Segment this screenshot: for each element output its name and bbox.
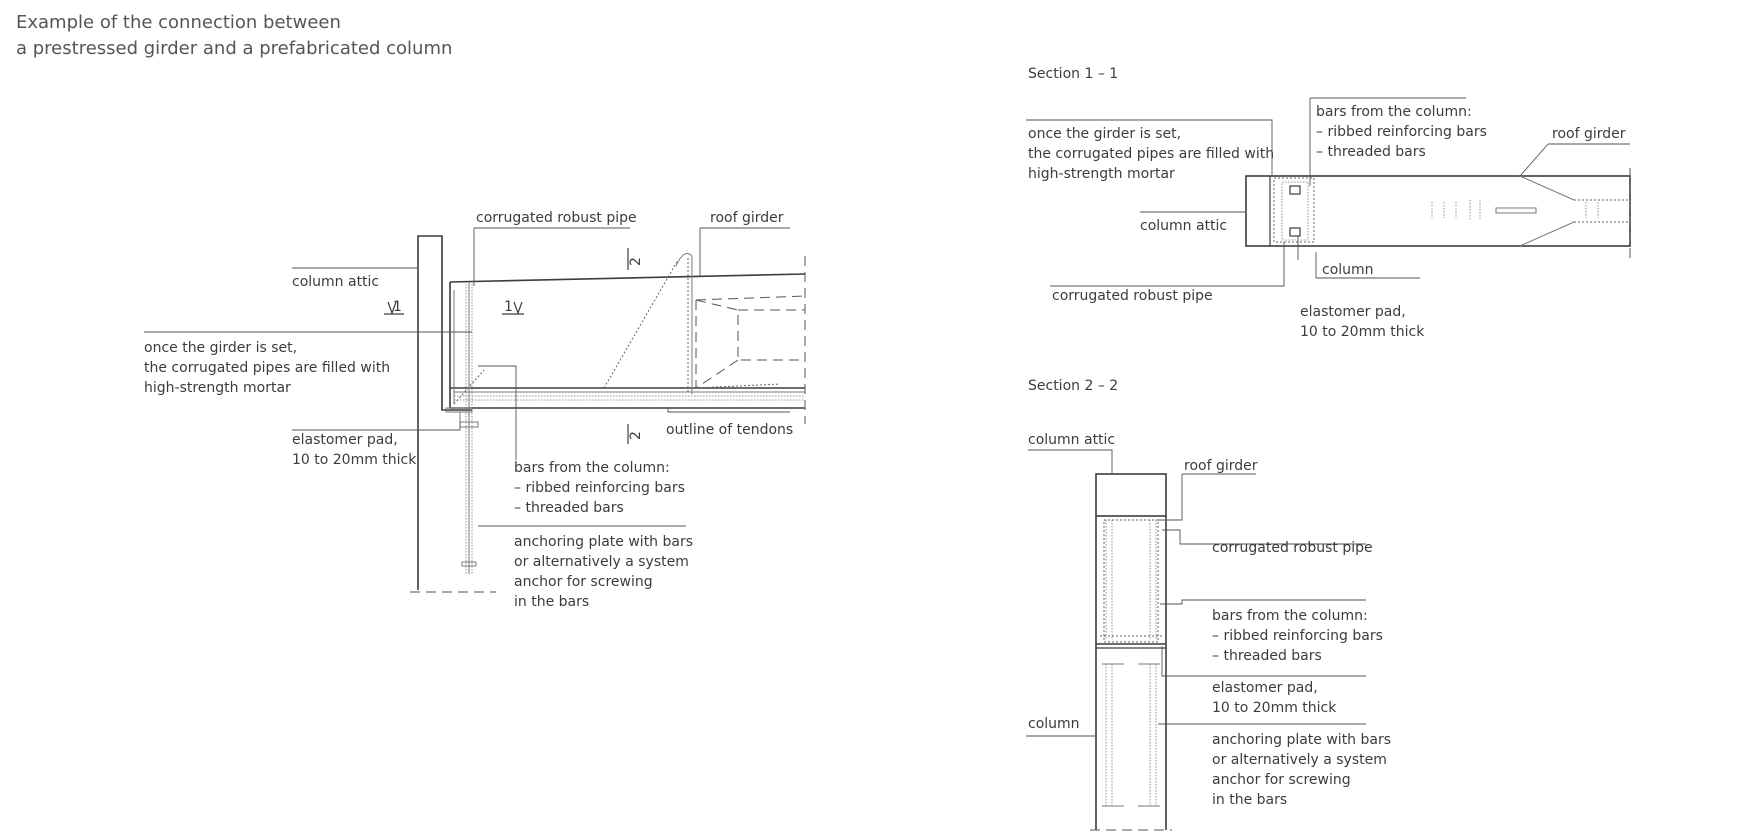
title-line-1: Example of the connection between bbox=[16, 12, 341, 33]
section-mark-2-top: 2 bbox=[628, 257, 644, 266]
main-label-pad-1: elastomer pad, bbox=[292, 432, 398, 448]
main-label-mortar-3: high-strength mortar bbox=[144, 380, 291, 396]
main-label-corrugated-pipe: corrugated robust pipe bbox=[476, 210, 637, 226]
main-label-anchor-4: in the bars bbox=[514, 594, 590, 610]
s22-label-column: column bbox=[1028, 716, 1080, 732]
s22-label-anchor-3: anchor for screwing bbox=[1212, 772, 1351, 788]
s22-label-pad-1: elastomer pad, bbox=[1212, 680, 1318, 696]
section-mark-1-right: 1 bbox=[504, 299, 513, 315]
s11-label-bars-1: bars from the column: bbox=[1316, 104, 1472, 120]
title-line-2: a prestressed girder and a prefabricated column bbox=[16, 38, 453, 59]
s22-label-anchor-1: anchoring plate with bars bbox=[1212, 732, 1392, 748]
section-mark-2-bottom: 2 bbox=[628, 431, 644, 440]
main-label-column-attic: column attic bbox=[292, 274, 380, 290]
section-mark-1-left: 1 bbox=[393, 299, 402, 315]
s22-label-corrugated-pipe: corrugated robust pipe bbox=[1212, 540, 1373, 556]
main-label-anchor-1: anchoring plate with bars bbox=[514, 534, 694, 550]
s22-label-anchor-2: or alternatively a system bbox=[1212, 752, 1387, 768]
main-label-bars-1: bars from the column: bbox=[514, 460, 670, 476]
s22-label-roof-girder: roof girder bbox=[1184, 458, 1258, 474]
main-label-mortar-1: once the girder is set, bbox=[144, 340, 298, 356]
main-label-tendons: outline of tendons bbox=[666, 422, 794, 438]
s11-label-corrugated-pipe: corrugated robust pipe bbox=[1052, 288, 1213, 304]
s11-label-bars-2: – ribbed reinforcing bars bbox=[1316, 124, 1487, 140]
s11-label-mortar-3: high-strength mortar bbox=[1028, 166, 1175, 182]
s11-label-mortar-1: once the girder is set, bbox=[1028, 126, 1182, 142]
s11-label-column: column bbox=[1322, 262, 1374, 278]
s22-label-pad-2: 10 to 20mm thick bbox=[1212, 700, 1337, 716]
s11-label-pad-1: elastomer pad, bbox=[1300, 304, 1406, 320]
s11-label-mortar-2: the corrugated pipes are filled with bbox=[1028, 146, 1275, 162]
main-label-anchor-3: anchor for screwing bbox=[514, 574, 653, 590]
main-label-roof-girder: roof girder bbox=[710, 210, 784, 226]
main-label-pad-2: 10 to 20mm thick bbox=[292, 452, 417, 468]
s11-label-roof-girder: roof girder bbox=[1552, 126, 1626, 142]
s22-label-column-attic: column attic bbox=[1028, 432, 1116, 448]
s22-label-anchor-4: in the bars bbox=[1212, 792, 1288, 808]
main-elevation bbox=[144, 228, 805, 592]
section22-title: Section 2 – 2 bbox=[1028, 378, 1119, 394]
section11-title: Section 1 – 1 bbox=[1028, 66, 1119, 82]
s22-label-bars-2: – ribbed reinforcing bars bbox=[1212, 628, 1383, 644]
s22-label-bars-1: bars from the column: bbox=[1212, 608, 1368, 624]
s22-label-bars-3: – threaded bars bbox=[1212, 648, 1322, 664]
main-label-bars-3: – threaded bars bbox=[514, 500, 624, 516]
main-label-bars-2: – ribbed reinforcing bars bbox=[514, 480, 685, 496]
main-label-anchor-2: or alternatively a system bbox=[514, 554, 689, 570]
s11-label-pad-2: 10 to 20mm thick bbox=[1300, 324, 1425, 340]
s11-label-column-attic: column attic bbox=[1140, 218, 1228, 234]
main-label-mortar-2: the corrugated pipes are filled with bbox=[144, 360, 391, 376]
s11-label-bars-3: – threaded bars bbox=[1316, 144, 1426, 160]
